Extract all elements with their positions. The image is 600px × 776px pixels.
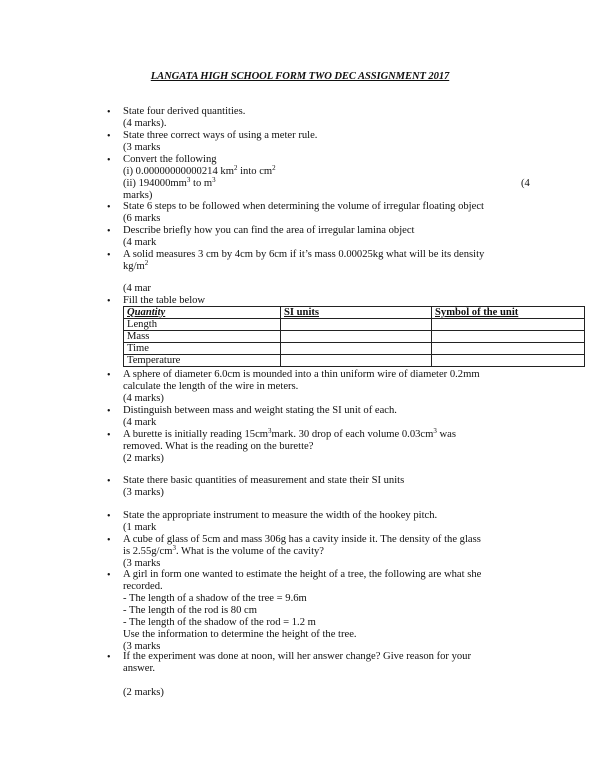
question-marks: (3 marks bbox=[123, 641, 161, 652]
question-1 bbox=[123, 106, 533, 130]
conversion-item-2: (ii) $194000mm^3$ to $m^3$ (4 bbox=[123, 176, 530, 189]
question-marks: marks) bbox=[123, 190, 153, 201]
question-text: answer. bbox=[123, 663, 156, 674]
question-text: recorded. bbox=[123, 581, 163, 592]
table-row bbox=[124, 331, 585, 343]
question-text: Use the information to determine the height of the tree. bbox=[123, 629, 357, 640]
question-text: removed. What is the reading on the burette? bbox=[123, 441, 314, 452]
question-text: State there basic quantities of measurement and state their SI units bbox=[123, 475, 405, 486]
bullet-icon: • bbox=[107, 476, 111, 487]
question-11 bbox=[123, 475, 533, 499]
answer-cell[interactable] bbox=[281, 331, 432, 343]
question-13 bbox=[123, 534, 583, 570]
question-marks: (4 marks) bbox=[123, 393, 164, 404]
question-10 bbox=[123, 429, 583, 465]
question-15-marks bbox=[123, 687, 533, 699]
question-marks: (4 marks). bbox=[123, 118, 167, 129]
column-header: Quantity bbox=[124, 307, 281, 319]
question-text: If the experiment was done at noon, will her answer change? Give reason for your bbox=[123, 651, 471, 662]
question-text: A girl in form one wanted to estimate the height of a tree, the following are what she bbox=[123, 569, 482, 580]
answer-cell[interactable] bbox=[432, 319, 585, 331]
question-12 bbox=[123, 510, 533, 534]
question-marks: (3 marks bbox=[123, 142, 161, 153]
question-marks: (2 marks) bbox=[123, 453, 164, 464]
bullet-icon: • bbox=[107, 652, 111, 663]
question-marks: (6 marks bbox=[123, 213, 161, 224]
question-text: is $2.55g/cm^3$. What is the volume of the cavity? bbox=[123, 544, 325, 557]
bullet-icon: • bbox=[107, 511, 111, 522]
question-text: Fill the table below bbox=[123, 295, 206, 306]
question-text: State four derived quantities. bbox=[123, 106, 246, 117]
question-text: State three correct ways of using a meter rule. bbox=[123, 130, 318, 141]
question-text: State the appropriate instrument to measure the width of the hookey pitch. bbox=[123, 510, 438, 521]
bullet-icon: • bbox=[107, 226, 111, 237]
bullet-icon: • bbox=[107, 202, 111, 213]
question-15 bbox=[123, 651, 583, 675]
answer-cell[interactable] bbox=[281, 355, 432, 367]
question-marks: (2 marks) bbox=[123, 687, 164, 698]
question-4 bbox=[123, 201, 583, 225]
question-marks: (4 mar bbox=[123, 283, 151, 294]
question-marks: (3 marks bbox=[123, 558, 161, 569]
table-row bbox=[124, 319, 585, 331]
question-9 bbox=[123, 405, 533, 429]
answer-cell[interactable] bbox=[432, 343, 585, 355]
table-cell: Temperature bbox=[124, 355, 281, 367]
question-marks: (4 bbox=[521, 178, 530, 189]
question-8 bbox=[123, 369, 583, 405]
question-text: A cube of glass of 5cm and mass 306g has a cavity inside it. The density of the glass bbox=[123, 534, 481, 545]
answer-cell[interactable] bbox=[432, 331, 585, 343]
question-text: A burette is initially reading $15cm^3mark$. 30 drop of each volume $0.03cm^3$ was bbox=[123, 427, 456, 440]
question-6 bbox=[123, 249, 583, 273]
recorded-data: - The length of the rod is 80 cm bbox=[123, 605, 257, 616]
bullet-icon: • bbox=[107, 430, 111, 441]
bullet-icon: • bbox=[107, 370, 111, 381]
table-cell: Length bbox=[124, 319, 281, 331]
bullet-icon: • bbox=[107, 296, 111, 307]
question-text: calculate the length of the wire in meters. bbox=[123, 381, 299, 392]
si-units-table bbox=[123, 306, 585, 367]
question-marks: (1 mark bbox=[123, 522, 157, 533]
recorded-data: - The length of a shadow of the tree = 9.6m bbox=[123, 593, 307, 604]
answer-cell[interactable] bbox=[432, 355, 585, 367]
bullet-icon: • bbox=[107, 535, 111, 546]
bullet-icon: • bbox=[107, 107, 111, 118]
answer-cell[interactable] bbox=[281, 319, 432, 331]
question-marks: (4 mark bbox=[123, 417, 157, 428]
bullet-icon: • bbox=[107, 406, 111, 417]
question-text: Convert the following bbox=[123, 154, 217, 165]
density-unit: $kg/m^2$ bbox=[123, 259, 149, 272]
question-text: Describe briefly how you can find the area of irregular lamina object bbox=[123, 225, 415, 236]
question-2 bbox=[123, 130, 533, 154]
column-header: Symbol of the unit bbox=[432, 307, 585, 319]
table-row bbox=[124, 355, 585, 367]
question-6-marks bbox=[123, 283, 533, 295]
bullet-icon: • bbox=[107, 250, 111, 261]
table-header-row bbox=[124, 307, 585, 319]
question-5 bbox=[123, 225, 533, 249]
column-header: SI units bbox=[281, 307, 432, 319]
question-marks: (3 marks) bbox=[123, 487, 164, 498]
bullet-icon: • bbox=[107, 131, 111, 142]
bullet-icon: • bbox=[107, 155, 111, 166]
conversion-item-1: (i) 0.00000000000214 $km^2$ into $cm^2$ bbox=[123, 164, 276, 177]
question-text: A sphere of diameter 6.0cm is mounded into a thin uniform wire of diameter 0.2mm bbox=[123, 369, 480, 380]
bullet-icon: • bbox=[107, 570, 111, 581]
answer-cell[interactable] bbox=[281, 343, 432, 355]
question-14 bbox=[123, 569, 583, 653]
recorded-data: - The length of the shadow of the rod = 1.2 m bbox=[123, 617, 316, 628]
question-3 bbox=[123, 154, 573, 202]
question-text: State 6 steps to be followed when determining the volume of irregular floating object bbox=[123, 201, 484, 212]
question-text: A solid measures 3 cm by 4cm by 6cm if it’s mass 0.00025kg what will be its density bbox=[123, 249, 485, 260]
table-row bbox=[124, 343, 585, 355]
document-title: LANGATA HIGH SCHOOL FORM TWO DEC ASSIGNMENT 2017 bbox=[150, 71, 450, 82]
question-text: Distinguish between mass and weight stating the SI unit of each. bbox=[123, 405, 397, 416]
table-cell: Time bbox=[124, 343, 281, 355]
question-marks: (4 mark bbox=[123, 237, 157, 248]
table-cell: Mass bbox=[124, 331, 281, 343]
